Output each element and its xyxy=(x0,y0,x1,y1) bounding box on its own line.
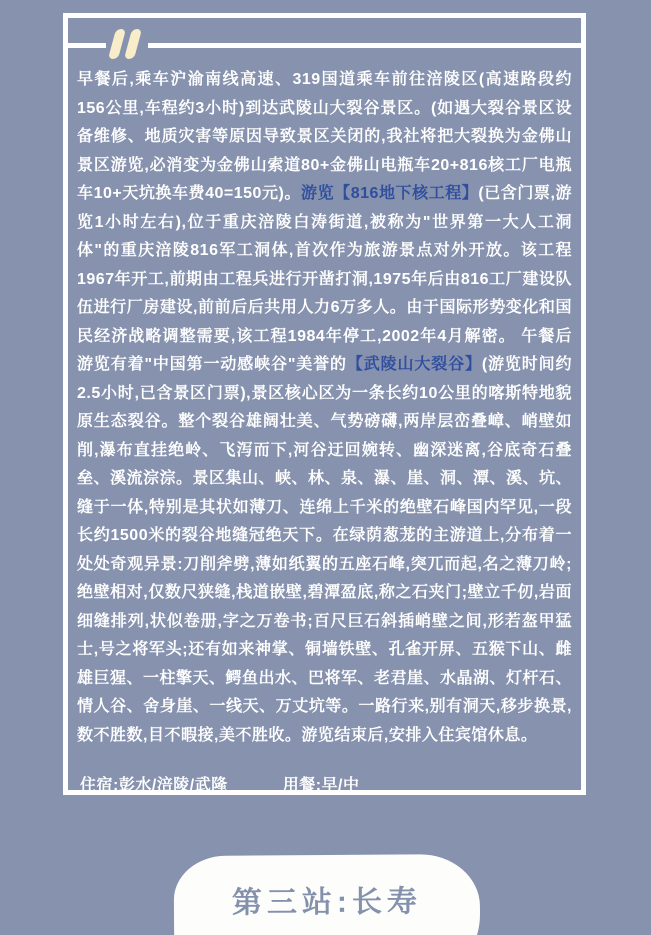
card-body xyxy=(68,18,581,794)
lodging-info: 住宿:彭水/涪陵/武隆 xyxy=(80,777,228,794)
highlight-text: 【武陵山大裂谷】 xyxy=(346,356,482,373)
paragraph-segment: (已含门票,游览1小时左右),位于重庆涪陵白涛街道,被称为"世界第一大人工洞体"的重庆涪陵816军工洞体,首次作为旅游景点对外开放。该工程1967年开工,前期由工程兵进行开凿打洞,1975年后由816工厂建设队伍进行厂房建设,前前后后共用人力6万多人。由于国际形势变化和国民经济战略调整需要,该工程1984年停工,2002年4月解密。 午餐后游览有着"中国第一动感峡谷"美誉的 xyxy=(77,185,572,373)
itinerary-card xyxy=(63,13,586,795)
station-banner xyxy=(174,854,481,935)
itinerary-paragraph xyxy=(77,66,572,750)
paragraph-segment: (游览时间约2.5小时,已含景区门票),景区核心区为一条长约10公里的喀斯特地貌原生态裂谷。整个裂谷雄阔壮美、气势磅礴,两岸层峦叠嶂、峭壁如削,瀑布直挂绝岭、飞泻而下,河谷迂回婉转、幽深迷离,谷底奇石叠垒、溪流淙淙。景区集山、峡、林、泉、瀑、崖、洞、潭、溪、坑、缝于一体,特别是其状如薄刀、连绵上千米的绝壁石峰国内罕见,一段长约1500米的裂谷地缝冠绝天下。在绿荫葱茏的主游道上,分布着一处处奇观异景:刀削斧劈,薄如纸翼的五座石峰,突兀而起,名之薄刀岭;绝壁相对,仅数尺狭缝,栈道嵌壁,碧潭盈底,称之石夹门;壁立千仞,岩面细缝排列,状似卷册,字之万卷书;百尺巨石斜插峭壁之间,形若盔甲猛士,号之将军头;还有如来神掌、铜墙铁壁、孔雀开屏、五猴下山、雌雄巨猩、一柱擎天、鳄鱼出水、巴将军、老君崖、水晶湖、灯杆石、情人谷、舍身崖、一线天、万丈坑等。一路行来,别有洞天,移步换景,数不胜数,目不暇接,美不胜收。游览结束后,安排入住宾馆休息。 xyxy=(77,356,573,744)
paragraph-segment: 早餐后,乘车沪渝南线高速、319国道乘车前往涪陵区(高速路段约156公里,车程约3小时)到达武陵山大裂谷景区。(如遇大裂谷景区设备维修、地质灾害等原因导致景区关闭的,我社将把大裂换为金佛山景区游览,必消变为金佛山索道80+金佛山电瓶车20+816核工厂电瓶车10+天坑换车费40=150元)。 xyxy=(77,71,572,202)
highlight-text: 游览【816地下核工程】 xyxy=(301,185,479,202)
meals-info: 用餐:早/中 xyxy=(282,777,360,794)
stay-meal-row xyxy=(77,772,572,795)
station-banner-title: 第三站:长寿 xyxy=(231,885,423,920)
